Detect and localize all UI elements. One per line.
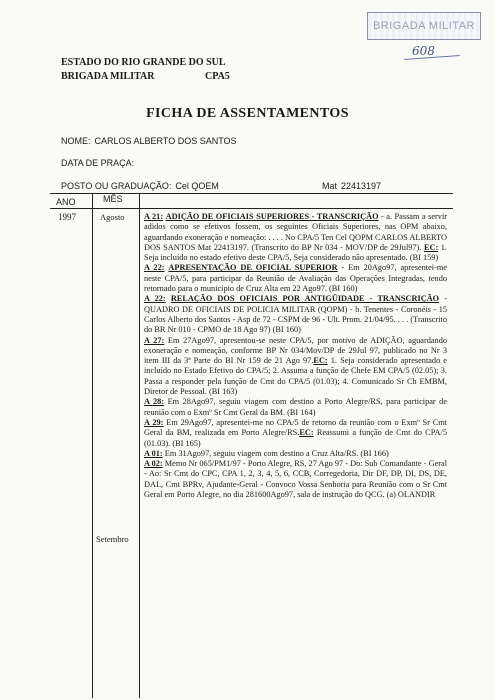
- entry-text: Em 27Ago97, apresentou-se neste CPA/5, por motivo de ADIÇÃO, aguardando exoneração e nomeação, conforme BP Nr 034/Mov/DP de 29Jul 97, publicado no Nr 3 item III da 3ª Parte do BI Nr 159 de 21 Ago 97.: [144, 335, 447, 366]
- entry-text: - a. Passam a servir adidos como se efetivos fossem, os seguintes Oficiais Superiores, nas OPM abaixo, aguardando exoneração e nomeação: . . . . No CPA/5 Ten Cel QOPM CARLOS ALBERTO DOS SANTOS Mat 22413197. (Transcrito do BP Nr 034 - MOV/DP de 29Jul97).: [144, 212, 448, 252]
- entry-head: A 28:: [144, 397, 165, 407]
- entry-a28: [144, 397, 447, 418]
- header-unit: CPA5: [205, 71, 230, 82]
- name-value: CARLOS ALBERTO DOS SANTOS: [94, 136, 237, 146]
- post-label: POSTO OU GRADUAÇÃO:: [61, 181, 172, 191]
- header-org: BRIGADA MILITAR: [61, 71, 155, 82]
- entry-title: APRESENTAÇÃO DE OFICIAL SUPERIOR: [168, 263, 338, 273]
- entry-text: Em 31Ago97, seguiu viagem com destino a Cruz Alta/RS. (BI 166): [162, 448, 389, 458]
- table-header-border: [50, 208, 453, 209]
- entry-title: ADIÇÃO DE OFICIAIS SUPERIORES - TRANSCRIÇÃO: [165, 212, 379, 221]
- header-org-line: [61, 71, 230, 82]
- entries-body: [144, 212, 447, 500]
- entry-a21: [144, 212, 447, 263]
- month-cell-august: Agosto: [100, 212, 125, 222]
- date-field: [61, 158, 134, 168]
- brigada-militar-stamp: BRIGADA MILITAR: [367, 12, 481, 40]
- entry-text: Em 29Ago97, apresentei-me no CPA/5 de retorno da reunião com o Exmº Sr Cmt Geral da BM, realizada em Porto Alegre/RS.: [144, 417, 447, 438]
- entry-tail: Reassumi a função de Cmt do CPA/5 (01.03). (BI 165): [144, 428, 447, 448]
- entry-a29: [144, 418, 447, 449]
- entry-a22-apresentacao: [144, 263, 447, 294]
- entry-ec: EC:: [313, 356, 328, 366]
- entry-head: A 27:: [144, 335, 165, 345]
- year-column-divider: [92, 193, 93, 698]
- entry-tail: 1. Seja considerado apresentado e incluído no Estado Efetivo do CPA/5; 2. Assuma a função de Chefe EM CPA/5 (02.05); 3. Passa a responder pela função de Cmt do CPA/5 (01.03); 4. Comunicado Sr Ch EMBM, Diretor de Pessoal. (BI 163): [144, 356, 447, 397]
- year-column-header: ANO: [56, 197, 76, 207]
- month-column-divider: [139, 193, 140, 698]
- handwritten-page-number: 608: [412, 44, 435, 58]
- entry-a22-relacao: [144, 294, 447, 335]
- entry-title: RELAÇÃO DOS OFICIAIS POR ANTIGÜIDADE - TRANSCRIÇÃO: [170, 294, 440, 304]
- entry-tail: 1. Seja incluído no estado efetivo deste CPA/5, Seja considerado não apresentado. (BI 159): [144, 242, 447, 263]
- entry-a27: [144, 336, 447, 398]
- entry-text: Em 28Ago97, seguiu viagem com destino a Porto Alegre/RS, para participar de reunião com o Exmº Sr Cmt Geral da BM. (BI 164): [144, 397, 447, 417]
- month-column-header: MÊS: [103, 194, 123, 204]
- entry-a02: [144, 459, 447, 500]
- entry-head: A 21:: [144, 212, 164, 221]
- document-title: FICHA DE ASSENTAMENTOS: [146, 106, 349, 121]
- post-field: [61, 181, 219, 191]
- entry-ec: EC:: [299, 428, 314, 438]
- entry-head: A 22:: [144, 263, 165, 273]
- name-label: NOME:: [61, 136, 91, 146]
- entry-ec: EC:: [423, 242, 439, 252]
- entry-head: A 01:: [144, 448, 163, 458]
- post-value: Cel QOEM: [175, 181, 219, 191]
- year-cell: 1997: [58, 212, 76, 222]
- entry-text: Memo Nr 065/PM1/97 - Porto Alegre, RS, 27 Ago 97 - Do: Sub Comandante - Geral - Ao: Sr Cmt do CPC, CPA 1, 2, 3, 4, 5, 6, CCB, Corregedoria, Dir DF, DP, DI, DS, DE, DAL, Cmt BPRv, Ajudante-Geral - Convoco Vossa Senhoria para Reunião com o Sr Cmt Geral em Porto Alegre, no dia 281600Ago97, sala de instrução do QCG. (a) OLANDIR: [144, 459, 448, 500]
- month-cell-september: Setembro: [96, 534, 129, 544]
- header-state: ESTADO DO RIO GRANDE DO SUL: [61, 57, 226, 68]
- date-label: DATA DE PRAÇA:: [61, 158, 135, 168]
- entry-head: A 29:: [144, 417, 164, 427]
- entry-head: A 22:: [144, 294, 166, 304]
- entry-head: A 02:: [144, 459, 163, 469]
- mat-field: [322, 181, 381, 191]
- mat-value: 22413197: [341, 181, 382, 191]
- entry-a01: [144, 449, 447, 459]
- entry-text: - QUADRO DE OFICIAIS DE POLICIA MILITAR (QOPM) - b. Tenentes - Coronéis - 15 Carlos Alberto dos Santos - Asp de 72 - CSPM de 96 - Ult. Prom. 21/04/95. . . . (Transcrito do BR Nr 010 - CPMO de 18 Ago 97) (BI 160): [144, 294, 448, 335]
- entry-text: - Em 20Ago97, apresentei-me neste CPA/5, para participar da Reunião de Avaliação das Operações Integradas, tendo retornado para o município de Cruz Alta em 22 Ago97. (BI 160): [144, 263, 447, 294]
- mat-label: Mat: [322, 181, 338, 191]
- name-field: [61, 136, 237, 146]
